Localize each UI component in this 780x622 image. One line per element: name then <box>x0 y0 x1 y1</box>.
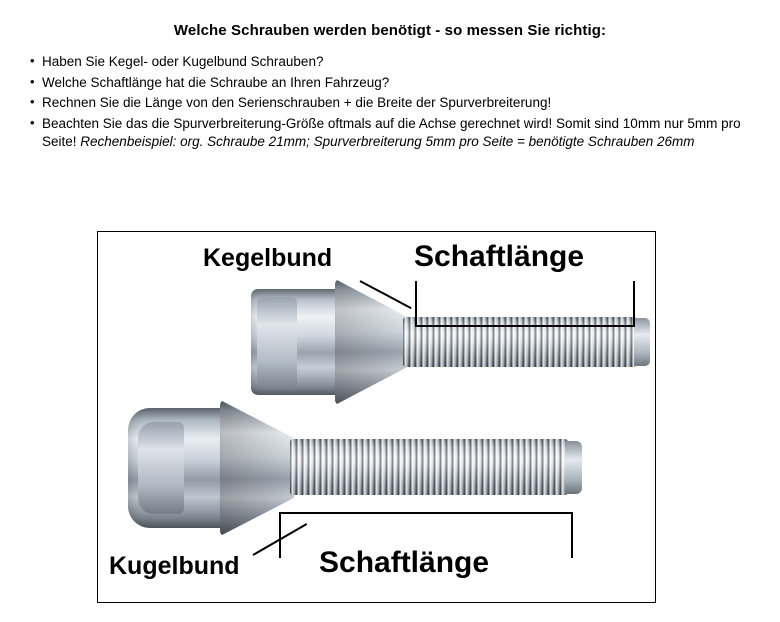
list-item-text: Beachten Sie das die Spurverbreiterung-Größe oftmals auf die Achse gerechnet wird! Somit sind 10mm nur 5mm pro Seite! <box>42 115 741 149</box>
list-item-text: Welche Schaftlänge hat die Schraube an Ihren Fahrzeug? <box>42 74 390 90</box>
instruction-list <box>0 53 780 152</box>
list-item-emphasis: Rechenbeispiel: org. Schraube 21mm; Spurverbreiterung 5mm pro Seite = benötigte Schrauben 26mm <box>80 134 695 149</box>
list-item <box>30 53 762 72</box>
list-item <box>30 94 762 113</box>
list-item-text: Rechnen Sie die Länge von den Serienschrauben + die Breite der Spurverbreiterung! <box>42 95 552 110</box>
bolt-tip <box>565 441 582 494</box>
bolt-tip <box>634 318 650 366</box>
schaftlaenge-bracket-top <box>415 281 635 327</box>
label-schaftlaenge-top: Schaftlänge <box>414 240 585 273</box>
label-kugelbund: Kugelbund <box>109 552 240 580</box>
list-item <box>30 74 762 93</box>
page-title: Welche Schrauben werden benötigt - so messen Sie richtig: <box>173 22 607 39</box>
label-schaftlaenge-bottom: Schaftlänge <box>319 546 490 579</box>
bolt-threaded-shaft <box>290 439 568 495</box>
label-kegelbund: Kegelbund <box>203 244 333 272</box>
bolt-seat-shading <box>335 279 407 405</box>
list-item <box>30 115 762 152</box>
list-item-text: Haben Sie Kegel- oder Kugelbund Schrauben? <box>42 54 324 69</box>
bolt-diagram <box>97 231 656 603</box>
bolt-head-facet <box>257 297 297 389</box>
bolt-head-facet <box>138 422 184 514</box>
